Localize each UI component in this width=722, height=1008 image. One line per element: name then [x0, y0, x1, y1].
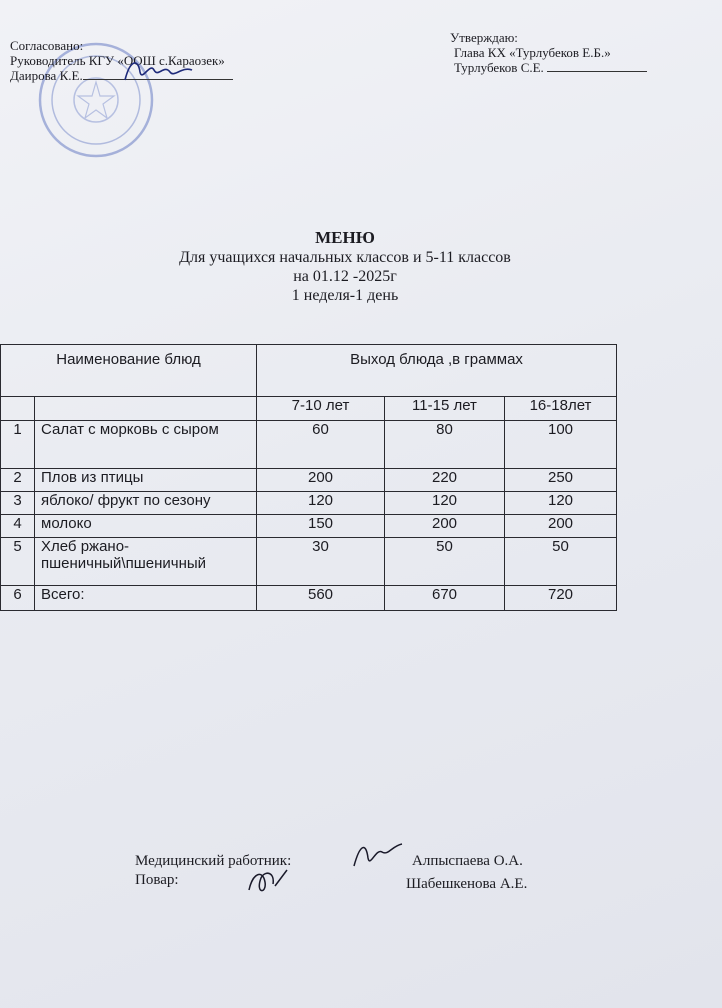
approval-right-line3: Турлубеков С.Е. — [450, 60, 647, 75]
signature-director — [120, 50, 200, 90]
table-row — [1, 469, 617, 492]
menu-table — [0, 344, 617, 611]
dish-value-11-15: 80 — [385, 421, 505, 469]
table-row — [1, 421, 617, 469]
signature-medic — [350, 838, 406, 872]
dish-value-11-15: 200 — [385, 515, 505, 538]
menu-date: на 01.12 -2025г — [293, 268, 397, 285]
row-number: 5 — [1, 538, 35, 586]
dish-value-11-15: 220 — [385, 469, 505, 492]
menu-week-day: 1 неделя-1 день — [291, 287, 399, 304]
age-row-num-cell — [1, 397, 35, 421]
dish-value-16-18: 50 — [505, 538, 617, 586]
dish-value-11-15: 50 — [385, 538, 505, 586]
page-title: МЕНЮ — [315, 228, 375, 247]
subtitle: Для учащихся начальных классов и 5-11 классов — [179, 249, 511, 266]
dish-value-16-18: 250 — [505, 469, 617, 492]
approval-right-line2: Глава КХ «Турлубеков Е.Б.» — [454, 45, 611, 60]
approval-left-line3: Даирова К.Е. — [10, 68, 233, 83]
approval-left-line2: Руководитель КГУ «ООШ с.Караозек» — [10, 53, 225, 68]
header-output-grams: Выход блюда ,в граммах — [257, 345, 617, 397]
dish-name: Плов из птицы — [35, 469, 257, 492]
signature-cook — [245, 866, 291, 898]
medic-name: Алпыспаева О.А. — [412, 853, 523, 869]
total-value-16-18: 720 — [505, 586, 617, 611]
dish-name: яблоко/ фрукт по сезону — [35, 492, 257, 515]
table-row — [1, 538, 617, 586]
header-dish-name: Наименование блюд — [1, 345, 257, 397]
dish-value-7-10: 200 — [257, 469, 385, 492]
dish-name: Хлеб ржано-пшеничный\пшеничный — [35, 538, 257, 586]
cook-label: Повар: — [135, 872, 179, 888]
age-group-7-10: 7-10 лет — [257, 397, 385, 421]
total-label: Всего: — [35, 586, 257, 611]
dish-value-16-18: 120 — [505, 492, 617, 515]
dish-name: Салат с морковь с сыром — [35, 421, 257, 469]
age-group-11-15: 11-15 лет — [385, 397, 505, 421]
approval-right-line1: Утверждаю: — [450, 30, 518, 45]
dish-value-7-10: 150 — [257, 515, 385, 538]
table-header-row — [1, 345, 617, 397]
row-number: 3 — [1, 492, 35, 515]
total-value-7-10: 560 — [257, 586, 385, 611]
dish-value-7-10: 30 — [257, 538, 385, 586]
age-row-name-cell — [35, 397, 257, 421]
table-age-row — [1, 397, 617, 421]
dish-value-7-10: 60 — [257, 421, 385, 469]
dish-value-16-18: 200 — [505, 515, 617, 538]
row-number: 1 — [1, 421, 35, 469]
cook-name: Шабешкенова А.Е. — [406, 876, 528, 892]
table-row — [1, 515, 617, 538]
dish-value-7-10: 120 — [257, 492, 385, 515]
row-number: 4 — [1, 515, 35, 538]
dish-value-11-15: 120 — [385, 492, 505, 515]
medic-label: Медицинский работник: — [135, 853, 292, 869]
row-number: 2 — [1, 469, 35, 492]
dish-name: молоко — [35, 515, 257, 538]
approval-left-line1: Согласовано: — [10, 38, 84, 53]
dish-value-16-18: 100 — [505, 421, 617, 469]
table-row — [1, 492, 617, 515]
age-group-16-18: 16-18лет — [505, 397, 617, 421]
row-number: 6 — [1, 586, 35, 611]
table-total-row — [1, 586, 617, 611]
total-value-11-15: 670 — [385, 586, 505, 611]
approval-right — [450, 30, 647, 75]
title-block — [0, 228, 690, 305]
